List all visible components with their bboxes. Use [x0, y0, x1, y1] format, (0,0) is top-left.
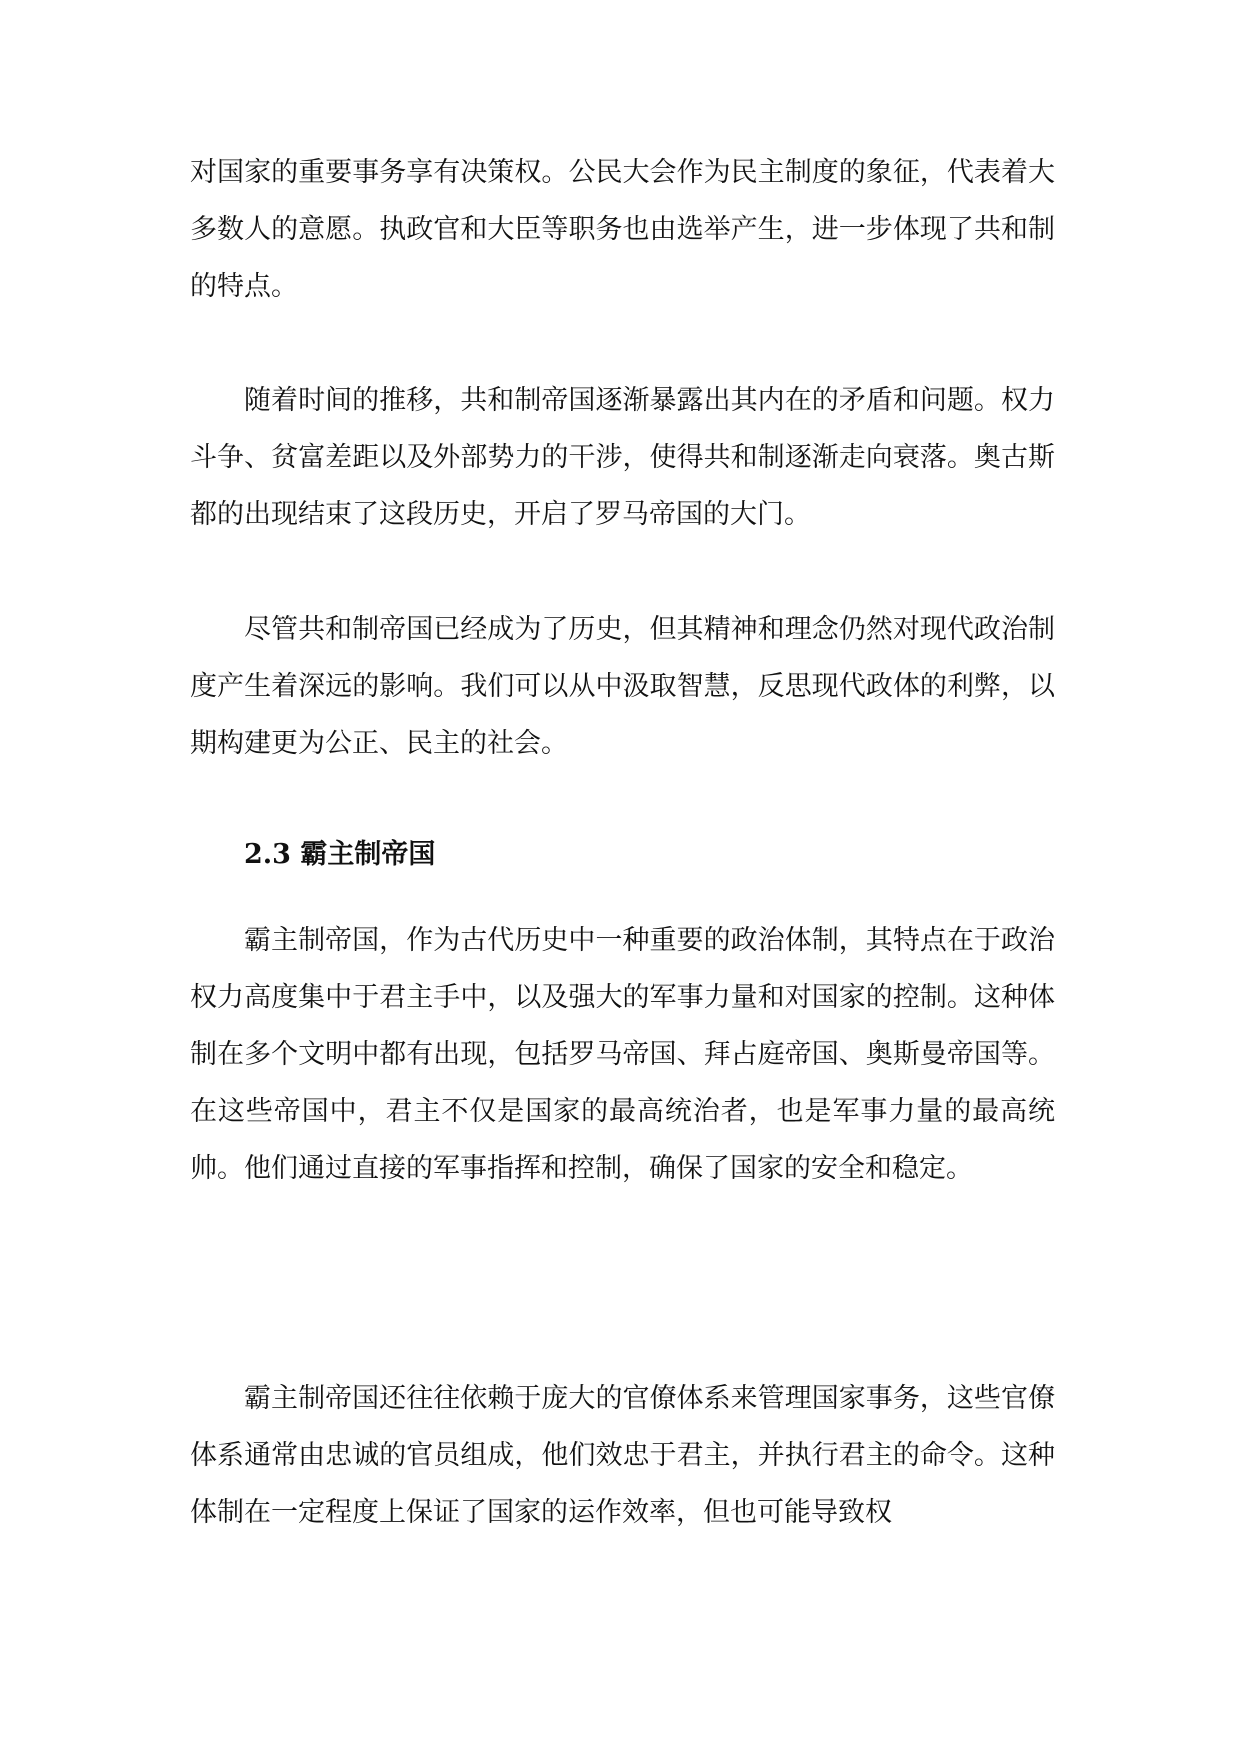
paragraph: 随着时间的推移，共和制帝国逐渐暴露出其内在的矛盾和问题。权力斗争、贫富差距以及外部势力的干涉，使得共和制逐渐走向衰落。奥古斯都的出现结束了这段历史，开启了罗马帝国的大门。 [190, 385, 1055, 530]
paragraph: 霸主制帝国还往往依赖于庞大的官僚体系来管理国家事务，这些官僚体系通常由忠诚的官员组成，他们效忠于君主，并执行君主的命令。这种体制在一定程度上保证了国家的运作效率，但也可能导致权 [190, 1383, 1055, 1528]
paragraph-continued: 对国家的重要事务享有决策权。公民大会作为民主制度的象征，代表着大多数人的意愿。执政官和大臣等职务也由选举产生，进一步体现了共和制的特点。 [190, 157, 1055, 302]
paragraph: 霸主制帝国，作为古代历史中一种重要的政治体制，其特点在于政治权力高度集中于君主手中，以及强大的军事力量和对国家的控制。这种体制在多个文明中都有出现，包括罗马帝国、拜占庭帝国、奥斯曼帝国等。在这些帝国中，君主不仅是国家的最高统治者，也是军事力量的最高统帅。他们通过直接的军事指挥和控制，确保了国家的安全和稳定。 [190, 925, 1055, 1184]
section-heading: 2.3 霸主制帝国 [244, 839, 436, 870]
paragraph: 尽管共和制帝国已经成为了历史，但其精神和理念仍然对现代政治制度产生着深远的影响。我们可以从中汲取智慧，反思现代政体的利弊，以期构建更为公正、民主的社会。 [190, 614, 1055, 759]
